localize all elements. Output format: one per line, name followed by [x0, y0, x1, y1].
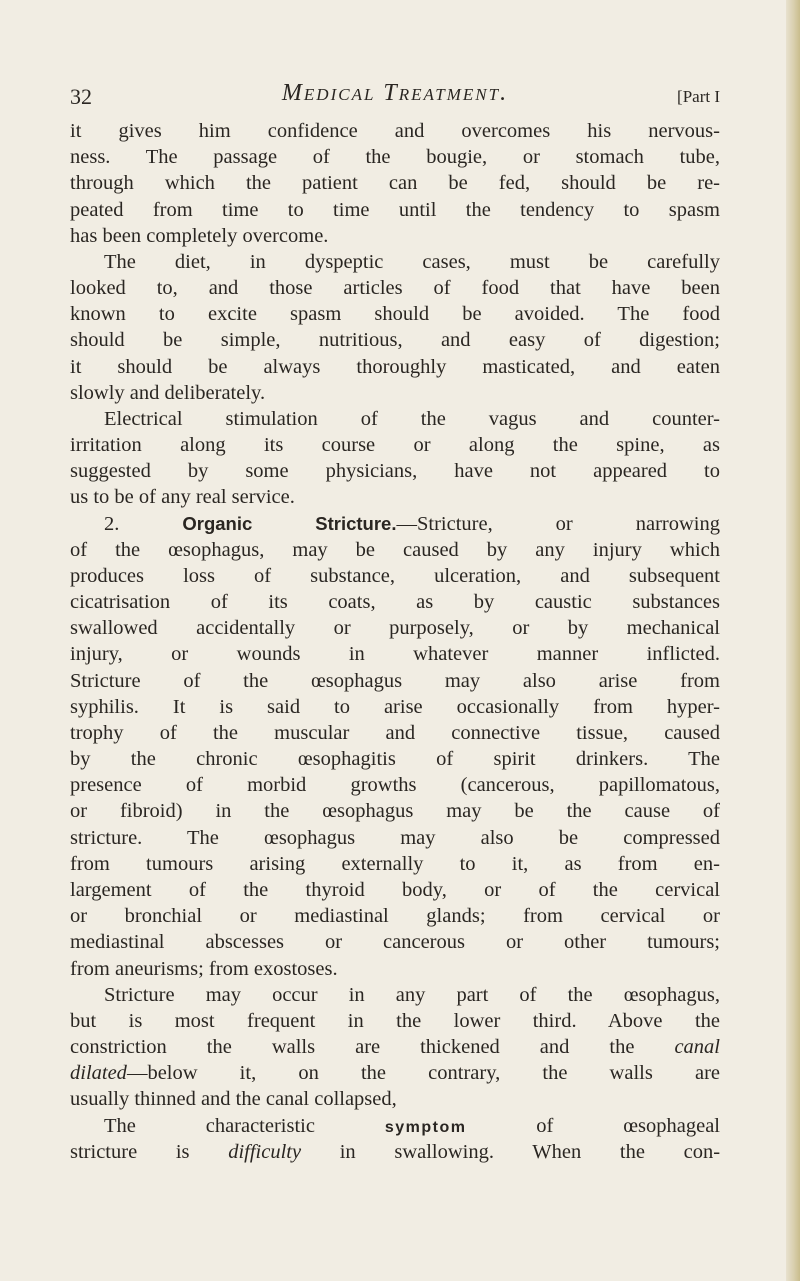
text-line: usually thinned and the canal collapsed,: [70, 1088, 397, 1111]
text-line: has been completely overcome.: [70, 224, 329, 247]
text-line: stricture. The œsophagus may also be compressed: [70, 826, 720, 849]
text-line: of the œsophagus, may be caused by any injury which: [70, 538, 720, 561]
text-line: from aneurisms; from exostoses.: [70, 957, 338, 980]
italic-term: canal: [674, 1036, 720, 1059]
text-line: produces loss of substance, ulceration, and subsequent: [70, 564, 720, 587]
text-line: largement of the thyroid body, or of the cervical: [70, 878, 720, 901]
bold-term: symptom: [384, 1118, 467, 1136]
text-line: cicatrisation of its coats, as by caustic substances: [70, 591, 720, 614]
text-span: stricture is: [70, 1140, 190, 1163]
text-line: or bronchial or mediastinal glands; from cervical or: [70, 905, 720, 928]
text-line: swallowed accidentally or purposely, or by mechanical: [70, 617, 720, 640]
text-line: it should be always thoroughly masticated, and eaten: [70, 355, 720, 378]
text-line: syphilis. It is said to arise occasionally from hyper-: [70, 695, 720, 718]
text-span: in swallowing. When the con-: [339, 1140, 721, 1163]
text-line: peated from time to time until the tendency to spasm: [70, 198, 720, 221]
page-header: [70, 80, 720, 112]
text-line: through which the patient can be fed, should be re-: [70, 172, 720, 195]
text-line: ness. The passage of the bougie, or stomach tube,: [70, 146, 720, 169]
section-lead-text: —Stricture, or narrowing: [396, 512, 720, 535]
italic-term: dilated: [70, 1062, 127, 1085]
text-span: —below it, on the contrary, the walls are: [126, 1062, 720, 1085]
text-line: but is most frequent in the lower third. Above the: [70, 1009, 720, 1032]
text-line: should be simple, nutritious, and easy of digestion;: [70, 329, 720, 352]
text-line: trophy of the muscular and connective tissue, caused: [70, 721, 720, 744]
text-line: by the chronic œsophagitis of spirit drinkers. The: [70, 748, 720, 771]
text-line: Stricture may occur in any part of the œsophagus,: [104, 983, 720, 1006]
text-line: it gives him confidence and overcomes his nervous-: [70, 120, 720, 142]
text-span: of œsophageal: [536, 1114, 720, 1137]
text-line: slowly and deliberately.: [70, 381, 266, 404]
text-line: [70, 1034, 720, 1060]
text-line: injury, or wounds in whatever manner inflicted.: [70, 643, 720, 666]
text-line: mediastinal abscesses or cancerous or other tumours;: [70, 931, 720, 954]
text-line: The diet, in dyspeptic cases, must be carefully: [104, 250, 720, 273]
text-line: known to excite spasm should be avoided. The food: [70, 303, 720, 326]
body-text: [70, 118, 720, 1165]
text-line: suggested by some physicians, have not appeared to: [70, 460, 720, 483]
text-line: or fibroid) in the œsophagus may be the cause of: [70, 800, 720, 823]
text-line: presence of morbid growths (cancerous, papillomatous,: [70, 774, 720, 797]
section-heading-line: [70, 511, 720, 537]
text-line: looked to, and those articles of food that have been: [70, 277, 720, 300]
text-line: Electrical stimulation of the vagus and counter-: [104, 407, 720, 430]
text-span: constriction the walls are thickened and the: [70, 1036, 635, 1059]
text-line: [70, 1060, 720, 1086]
text-line: irritation along its course or along the spine, as: [70, 434, 720, 457]
page-number: 32: [70, 84, 92, 109]
text-line: [70, 1139, 720, 1165]
text-line: from tumours arising externally to it, as from en-: [70, 852, 720, 875]
running-title: Medical Treatment.: [281, 80, 509, 106]
text-line: Stricture of the œsophagus may also arise from: [70, 669, 720, 692]
page-edge-shadow: [786, 0, 800, 1281]
text-line: [70, 1113, 720, 1139]
italic-term: difficulty: [228, 1140, 302, 1163]
part-label: [Part I: [677, 87, 720, 106]
section-heading: Organic Stricture.: [182, 512, 397, 534]
text-span: The characteristic: [104, 1114, 315, 1137]
text-line: us to be of any real service.: [70, 486, 295, 509]
section-number: 2.: [104, 512, 120, 535]
